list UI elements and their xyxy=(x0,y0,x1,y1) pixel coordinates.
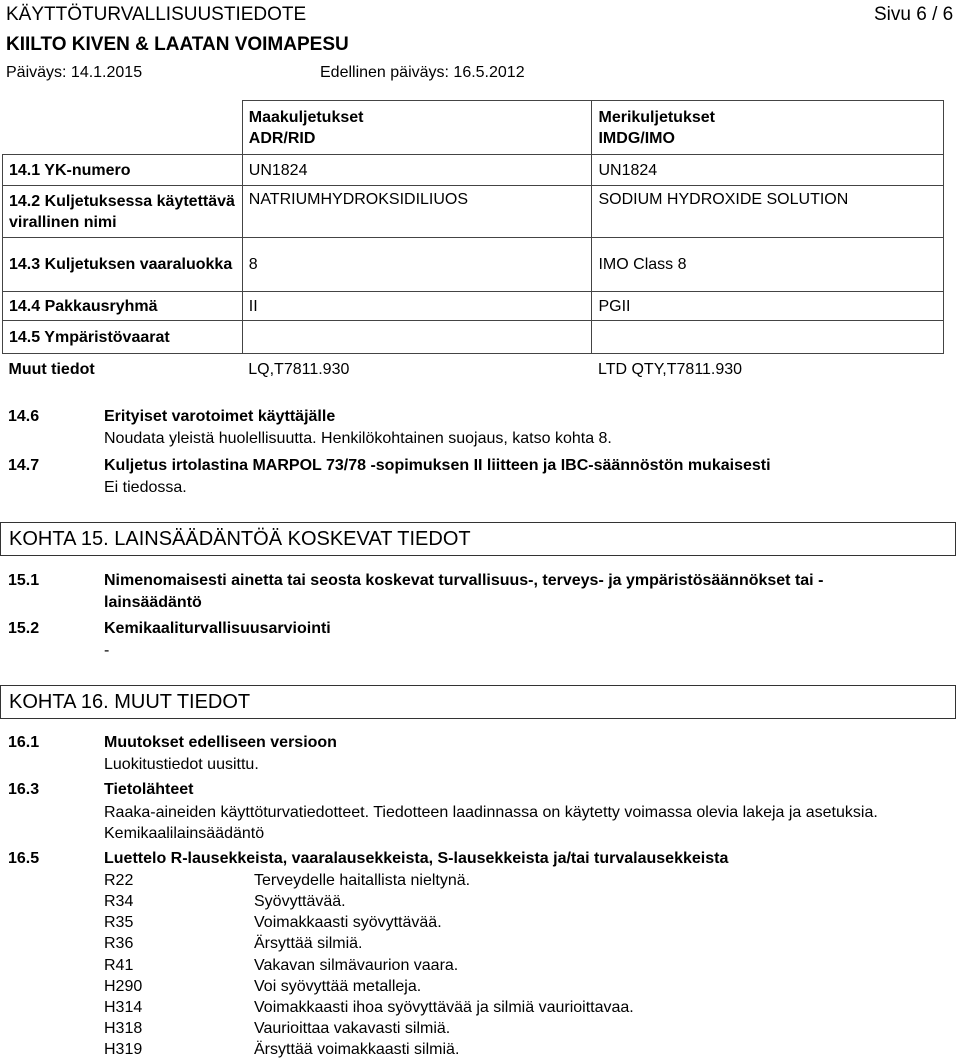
sea-transport-header: Merikuljetukset IMDG/IMO xyxy=(592,101,944,155)
section-title: Nimenomaisesti ainetta tai seosta koskevat turvallisuus-, terveys- ja ympäristösäännökset tai - xyxy=(104,572,824,589)
section-number: 14.6 xyxy=(8,408,40,425)
section-text: Luokitustiedot uusittu. xyxy=(104,756,259,773)
page-indicator xyxy=(874,4,953,26)
section-number: 16.5 xyxy=(8,850,40,867)
table-row: 14.4 Pakkausryhmä II PGII xyxy=(3,292,944,321)
table-row: 14.5 Ympäristövaarat xyxy=(3,321,944,354)
section-title: Kemikaaliturvallisuusarviointi xyxy=(104,620,331,637)
section-number: 16.3 xyxy=(8,781,40,798)
phrase-code: R41 xyxy=(104,957,134,974)
table-row: 14.2 Kuljetuksessa käytettävä virallinen nimi NATRIUMHYDROKSIDILIUOS SODIUM HYDROXIDE SOLUTION xyxy=(3,186,944,238)
section-number: 15.2 xyxy=(8,620,40,637)
phrase-text: Ärsyttää silmiä. xyxy=(254,935,363,952)
table-row: 14.1 YK-numero UN1824 UN1824 xyxy=(3,155,944,186)
phrase-code: H314 xyxy=(104,999,143,1016)
phrase-text: Vaurioittaa vakavasti silmiä. xyxy=(254,1020,451,1037)
page-current: 6 xyxy=(916,4,927,25)
section-title: Muutokset edelliseen versioon xyxy=(104,734,337,751)
section-heading-16: KOHTA 16. MUUT TIEDOT xyxy=(0,685,956,719)
transport-table xyxy=(2,100,944,386)
page-label: Sivu xyxy=(874,4,911,25)
issue-date: Päiväys: 14.1.2015 xyxy=(6,64,143,81)
section-title: Luettelo R-lausekkeista, vaaralausekkeista, S-lausekkeista ja/tai turvalausekkeista xyxy=(104,850,729,867)
phrase-code: H318 xyxy=(104,1020,143,1037)
section-title: Erityiset varotoimet käyttäjälle xyxy=(104,408,336,425)
section-text: Ei tiedossa. xyxy=(104,479,187,496)
section-title: Kuljetus irtolastina MARPOL 73/78 -sopimuksen II liitteen ja IBC-säännöstön mukaisesti xyxy=(104,457,771,474)
phrase-text: Vakavan silmävaurion vaara. xyxy=(254,957,459,974)
phrase-code: H290 xyxy=(104,978,143,995)
previous-date: Edellinen päiväys: 16.5.2012 xyxy=(320,64,525,81)
section-text: Kemikaalilainsäädäntö xyxy=(104,825,265,842)
page-separator: / xyxy=(932,4,938,25)
section-number: 16.1 xyxy=(8,734,40,751)
product-name: KIILTO KIVEN & LAATAN VOIMAPESU xyxy=(6,34,349,55)
section-number: 15.1 xyxy=(8,572,40,589)
phrase-code: R36 xyxy=(104,935,134,952)
table-header-row xyxy=(3,101,944,155)
section-text: Noudata yleistä huolellisuutta. Henkilökohtainen suojaus, katso kohta 8. xyxy=(104,430,612,447)
phrase-text: Syövyttävää. xyxy=(254,893,346,910)
phrase-text: Terveydelle haitallista nieltynä. xyxy=(254,872,471,889)
section-title: Tietolähteet xyxy=(104,781,194,798)
phrase-text: Voimakkaasti ihoa syövyttävää ja silmiä vaurioittavaa. xyxy=(254,999,634,1016)
document-title: KÄYTTÖTURVALLISUUSTIEDOTE xyxy=(6,4,307,25)
phrase-text: Voimakkaasti syövyttävää. xyxy=(254,914,442,931)
section-text: Raaka-aineiden käyttöturvatiedotteet. Tiedotteen laadinnassa on käytetty voimassa olevia lakeja ja asetuksia. xyxy=(104,804,878,821)
table-row: 14.3 Kuljetuksen vaaraluokka 8 IMO Class 8 xyxy=(3,238,944,292)
section-heading-15: KOHTA 15. LAINSÄÄDÄNTÖÄ KOSKEVAT TIEDOT xyxy=(0,522,956,556)
table-row-other: Muut tiedot LQ,T7811.930 LTD QTY,T7811.930 xyxy=(8,361,743,379)
section-number: 14.7 xyxy=(8,457,40,474)
land-transport-header: Maakuljetukset ADR/RID xyxy=(242,101,592,155)
phrase-code: R22 xyxy=(104,872,134,889)
phrase-text: Ärsyttää voimakkaasti silmiä. xyxy=(254,1041,460,1058)
section-title-cont: lainsäädäntö xyxy=(104,594,202,611)
phrase-code: H319 xyxy=(104,1041,143,1058)
section-text: - xyxy=(104,642,110,659)
phrase-text: Voi syövyttää metalleja. xyxy=(254,978,422,995)
phrase-code: R34 xyxy=(104,893,134,910)
phrase-code: R35 xyxy=(104,914,134,931)
page-total: 6 xyxy=(942,4,954,25)
